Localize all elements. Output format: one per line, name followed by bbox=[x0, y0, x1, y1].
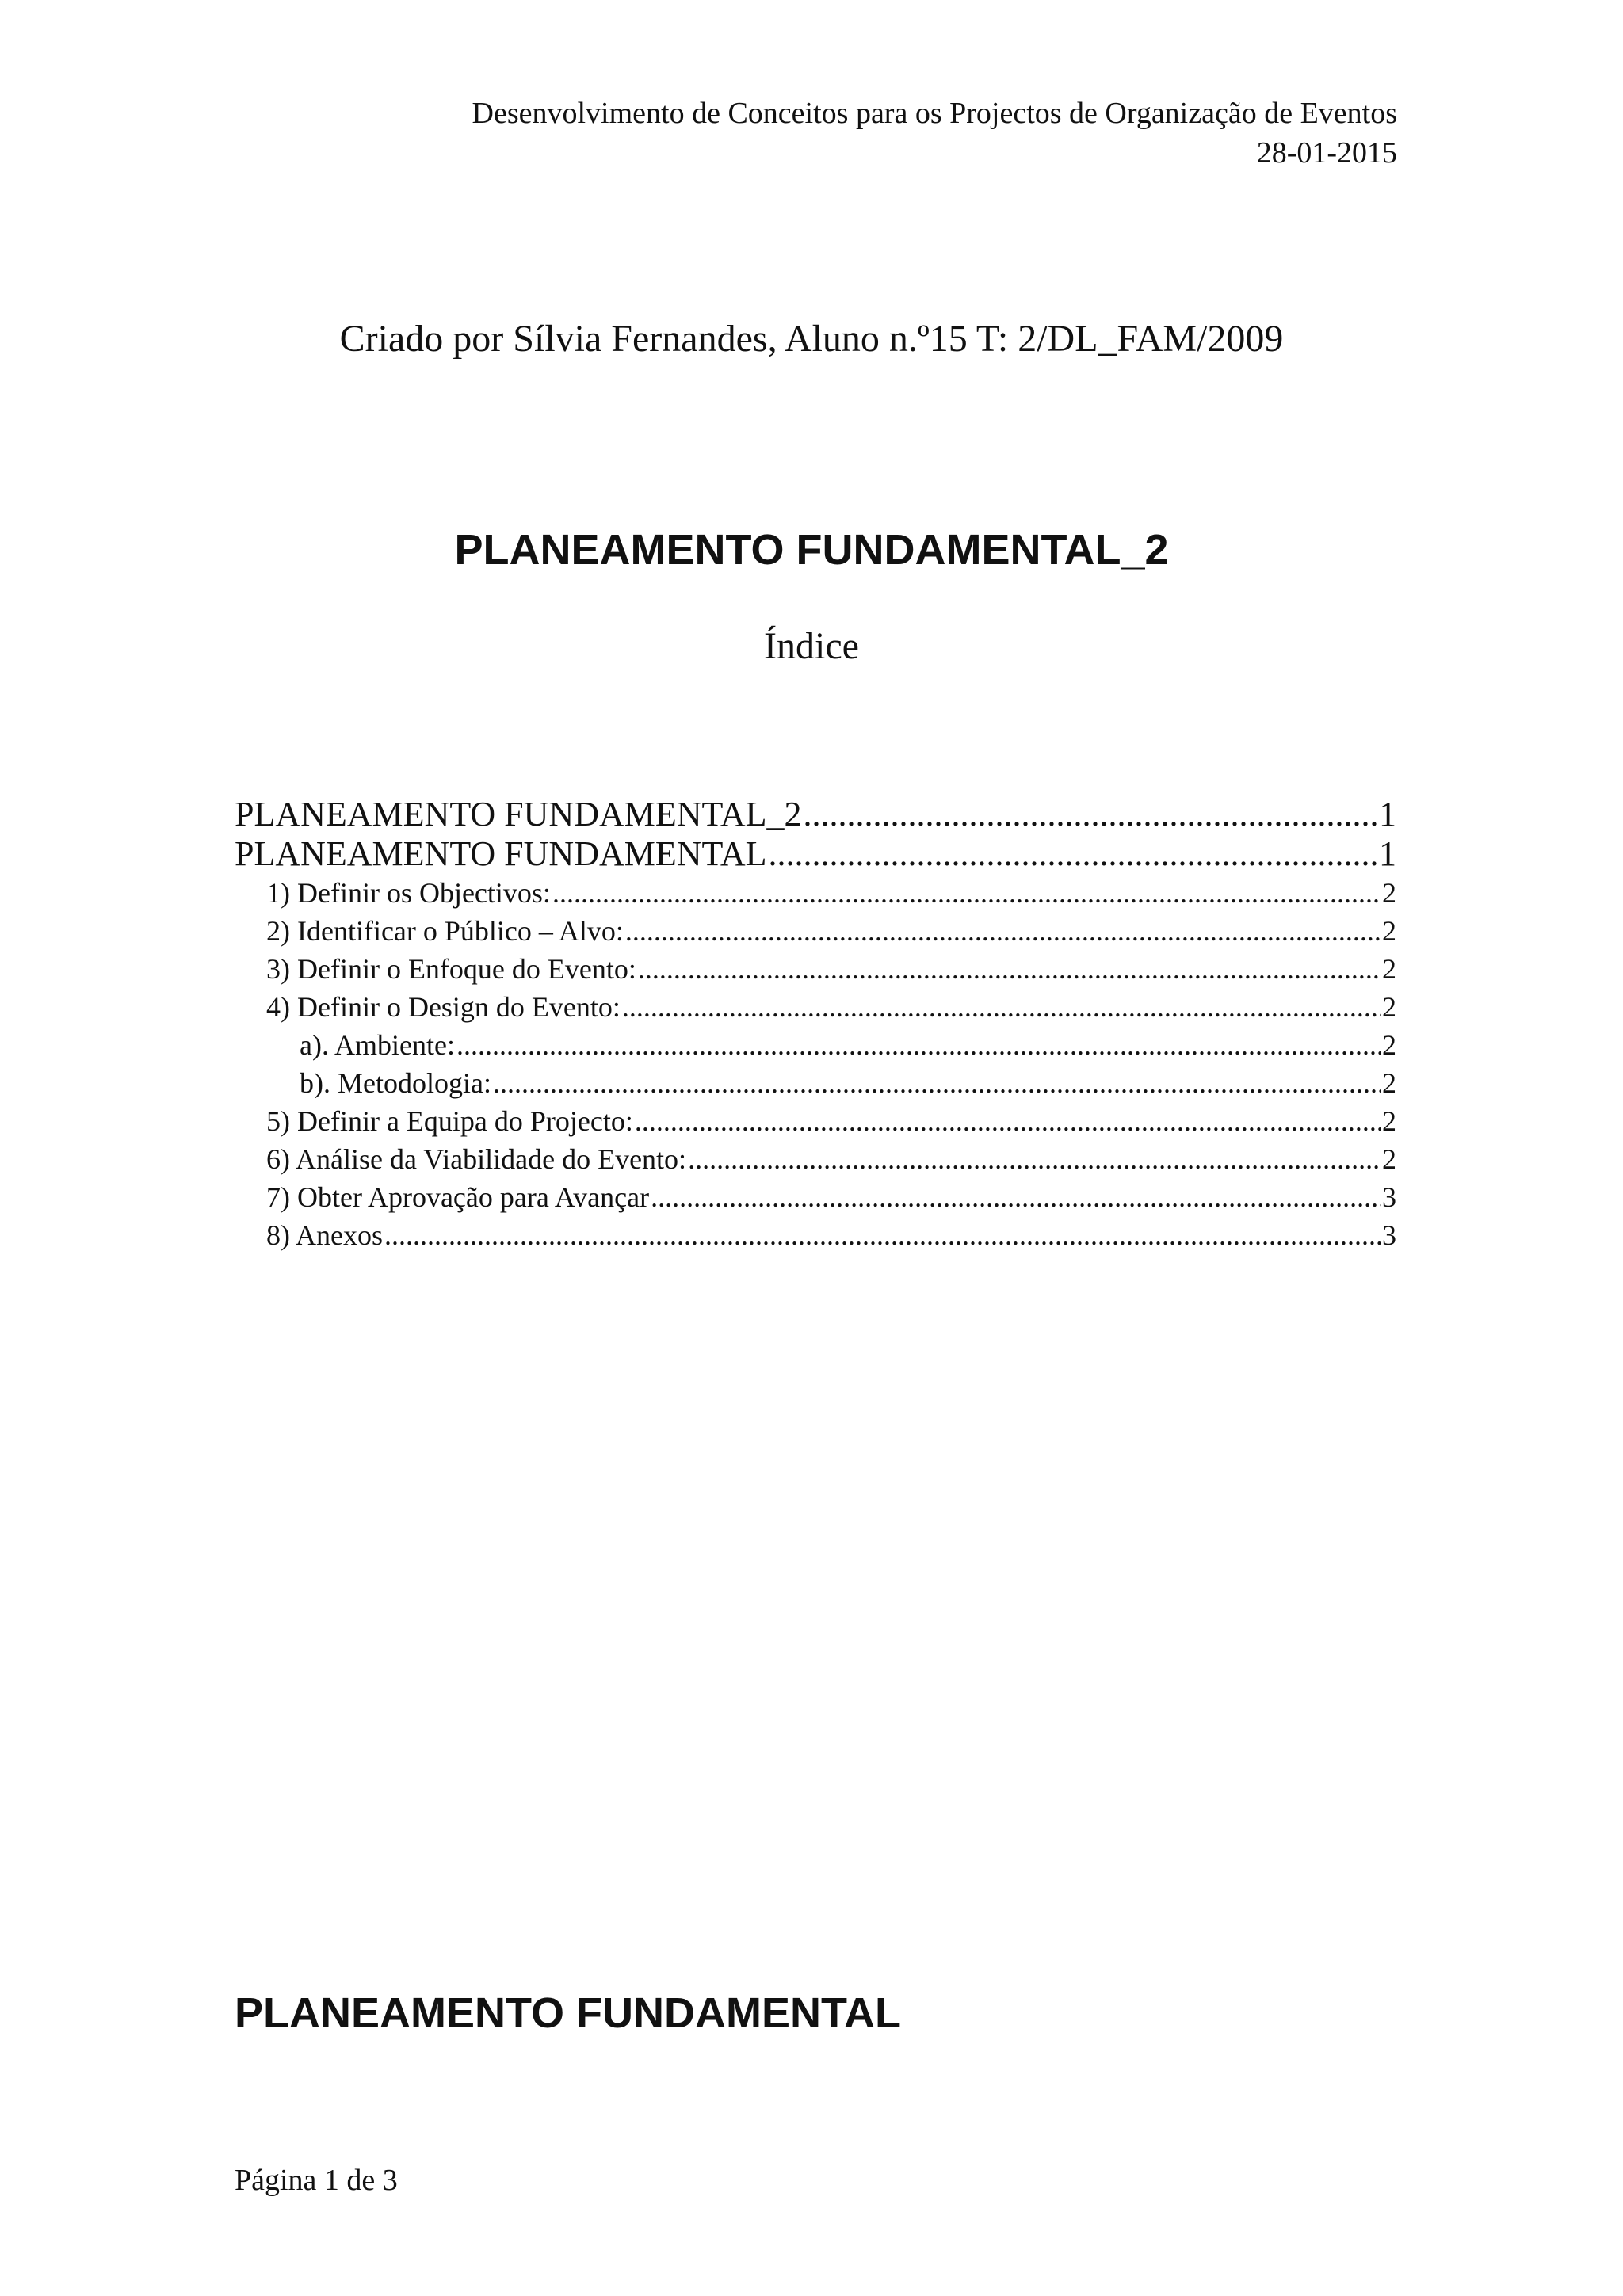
toc-entry-page: 3 bbox=[1382, 1219, 1396, 1251]
toc-entry-page: 2 bbox=[1382, 1067, 1396, 1099]
toc-dot-leader bbox=[651, 1178, 1381, 1216]
toc-entry-page: 1 bbox=[1379, 834, 1396, 873]
toc-dot-leader bbox=[493, 1064, 1381, 1102]
toc-entry[interactable] bbox=[235, 795, 1396, 834]
toc-entry-page: 2 bbox=[1382, 877, 1396, 909]
toc-entry[interactable] bbox=[235, 1178, 1396, 1216]
toc-entry[interactable] bbox=[235, 1064, 1396, 1102]
toc-dot-leader bbox=[456, 1026, 1381, 1064]
toc-entry[interactable] bbox=[235, 834, 1396, 874]
toc-entry[interactable] bbox=[235, 912, 1396, 950]
toc-entry[interactable] bbox=[235, 1140, 1396, 1178]
toc-entry-label: 5) Definir a Equipa do Projecto: bbox=[266, 1105, 633, 1137]
toc-entry-page: 2 bbox=[1382, 991, 1396, 1023]
header-date: 28-01-2015 bbox=[1256, 136, 1397, 170]
toc-entry-label: PLANEAMENTO FUNDAMENTAL bbox=[235, 834, 767, 873]
toc-entry-page: 2 bbox=[1382, 915, 1396, 947]
toc-entry-page: 1 bbox=[1379, 795, 1396, 833]
toc-dot-leader bbox=[638, 950, 1381, 988]
page-footer: Página 1 de 3 bbox=[235, 2164, 398, 2197]
toc-entry-label: b). Metodologia: bbox=[300, 1067, 491, 1099]
page-header bbox=[472, 93, 1397, 173]
toc-entry-page: 2 bbox=[1382, 953, 1396, 985]
toc-entry-label: a). Ambiente: bbox=[300, 1029, 455, 1061]
toc-entry-label: 8) Anexos bbox=[266, 1219, 383, 1251]
toc-dot-leader bbox=[384, 1216, 1381, 1254]
toc-heading: Índice bbox=[764, 625, 859, 667]
toc-entry-label: 1) Definir os Objectivos: bbox=[266, 877, 551, 909]
toc-dot-leader bbox=[688, 1140, 1381, 1178]
toc-entry[interactable] bbox=[235, 1102, 1396, 1140]
toc-entry-label: 3) Definir o Enfoque do Evento: bbox=[266, 953, 636, 985]
toc-entry[interactable] bbox=[235, 1216, 1396, 1254]
toc-dot-leader bbox=[635, 1102, 1381, 1140]
header-title: Desenvolvimento de Conceitos para os Projectos de Organização de Eventos bbox=[472, 97, 1397, 130]
toc-entry-page: 2 bbox=[1382, 1143, 1396, 1175]
toc-dot-leader bbox=[804, 795, 1377, 834]
toc-entry-label: 6) Análise da Viabilidade do Evento: bbox=[266, 1143, 687, 1175]
toc-dot-leader bbox=[552, 874, 1381, 912]
toc-entry-label: 4) Definir o Design do Evento: bbox=[266, 991, 621, 1023]
toc-entry-page: 2 bbox=[1382, 1105, 1396, 1137]
section-heading: PLANEAMENTO FUNDAMENTAL bbox=[235, 1989, 901, 2037]
toc-entry[interactable] bbox=[235, 988, 1396, 1026]
toc-dot-leader bbox=[625, 912, 1381, 950]
toc-dot-leader bbox=[769, 834, 1377, 874]
toc-entry[interactable] bbox=[235, 950, 1396, 988]
toc-entry-label: 7) Obter Aprovação para Avançar bbox=[266, 1181, 650, 1213]
toc-entry-label: PLANEAMENTO FUNDAMENTAL_2 bbox=[235, 795, 802, 833]
toc-entry[interactable] bbox=[235, 1026, 1396, 1064]
toc-entry-page: 3 bbox=[1382, 1181, 1396, 1213]
toc-entry-label: 2) Identificar o Público – Alvo: bbox=[266, 915, 624, 947]
toc-dot-leader bbox=[622, 988, 1381, 1026]
document-title: PLANEAMENTO FUNDAMENTAL_2 bbox=[454, 526, 1169, 574]
table-of-contents bbox=[235, 795, 1396, 1254]
toc-entry[interactable] bbox=[235, 874, 1396, 912]
toc-entry-page: 2 bbox=[1382, 1029, 1396, 1061]
author-line: Criado por Sílvia Fernandes, Aluno n.º15 T: 2/DL_FAM/2009 bbox=[339, 318, 1284, 360]
